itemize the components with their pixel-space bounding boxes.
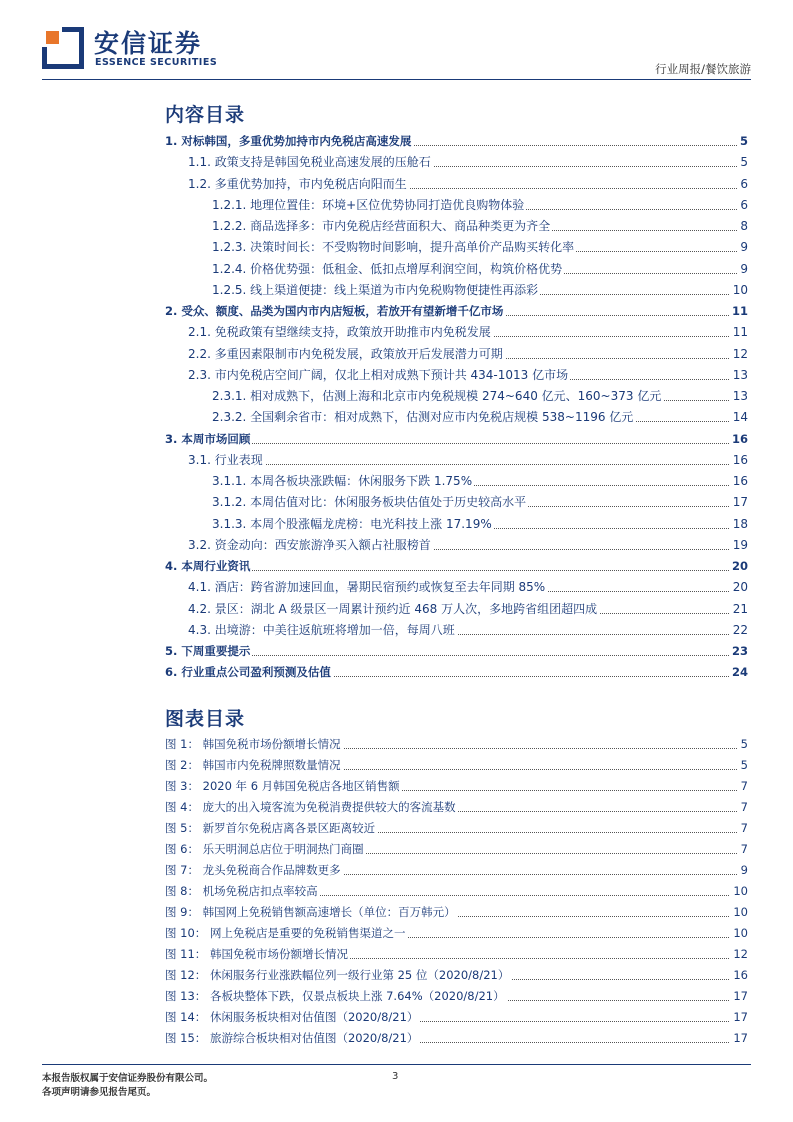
entry-page-number: 13 (730, 367, 748, 383)
entry-page-number: 16 (730, 473, 748, 489)
entry-label: 2. 受众、额度、品类为国内市内店短板，若放开有望新增千亿市场 (165, 304, 504, 318)
toc-entry[interactable] (0, 514, 793, 534)
entry-label: 图 13： 各板块整体下跌，仅景点板块上涨 7.64%（2020/8/21） (165, 989, 505, 1003)
entry-label: 6. 行业重点公司盈利预测及估值 (165, 665, 331, 680)
entry-label: 1.2.4. 价格优势强：低租金、低扣点增厚利润空间，构筑价格优势 (212, 261, 563, 276)
entry-page-number: 16 (730, 967, 748, 983)
entry-label: 图 10： 网上免税店是重要的免税销售渠道之一 (165, 926, 406, 940)
entry-label: 2.3.1. 相对成熟下，估测上海和北京市内免税规模 274~640 亿元、160~373 亿元 (212, 389, 662, 403)
entry-label: 图 15： 旅游综合板块相对估值图（2020/8/21） (165, 1031, 419, 1045)
toc-title: 内容目录 (165, 104, 246, 126)
entry-page-number: 12 (730, 946, 748, 962)
toc-entry[interactable] (0, 344, 793, 364)
toc-entry[interactable] (0, 152, 793, 172)
figure-entry[interactable] (0, 860, 793, 880)
entry-label: 3.1.1. 本周各板块涨跌幅：休闲服务下跌 1.75% (212, 474, 473, 488)
entry-page-number: 13 (730, 388, 748, 404)
toc-entry[interactable] (0, 280, 793, 300)
entry-label: 图 2： 韩国市内免税牌照数量情况 (165, 758, 341, 772)
toc-entry[interactable] (0, 662, 793, 682)
entry-page-number: 5 (738, 757, 748, 773)
entry-label: 图 14： 休闲服务板块相对估值图（2020/8/21） (165, 1010, 419, 1024)
entry-page-number: 5 (737, 133, 748, 149)
entry-label: 图 8： 机场免税店扣点率较高 (165, 884, 318, 898)
entry-label: 1.2. 多重优势加持，市内免税店向阳而生 (188, 176, 407, 191)
entry-page-number: 6 (737, 197, 748, 213)
page-number: 3 (392, 1071, 399, 1082)
entry-page-number: 16 (730, 452, 748, 468)
toc-entry[interactable] (0, 407, 793, 427)
entry-label: 4.1. 酒店：跨省游加速回血，暑期民宿预约或恢复至去年同期 85% (188, 580, 546, 595)
figure-entry[interactable] (0, 944, 793, 964)
entry-page-number: 23 (729, 643, 748, 659)
report-category: 行业周报/餐饮旅游 (655, 62, 751, 76)
entry-page-number: 11 (730, 324, 748, 340)
toc-entry[interactable] (0, 259, 793, 279)
entry-page-number: 24 (729, 664, 748, 680)
entry-label: 1.1. 政策支持是韩国免税业高速发展的压舱石 (188, 155, 431, 170)
entry-page-number: 21 (730, 601, 748, 617)
toc-entry[interactable] (0, 301, 793, 321)
toc-entry[interactable] (0, 620, 793, 640)
entry-page-number: 5 (737, 154, 748, 170)
dot-leader (188, 464, 741, 465)
entry-label: 1.2.3. 决策时间长：不受购物时间影响，提升高单价产品购买转化率 (212, 240, 575, 255)
entry-page-number: 16 (729, 431, 748, 447)
figure-entry[interactable] (0, 797, 793, 817)
toc-entry[interactable] (0, 556, 793, 576)
entry-label: 图 3： 2020 年 6 月韩国免税店各地区销售额 (165, 779, 400, 793)
entry-label: 1.2.1. 地理位置佳：环境+区位优势协同打造优良购物体验 (212, 197, 525, 212)
toc-entry[interactable] (0, 492, 793, 512)
entry-page-number: 7 (738, 799, 748, 815)
entry-label: 4.2. 景区：湖北 A 级景区一周累计预约近 468 万人次，多地跨省组团超四成 (188, 601, 598, 616)
toc-entry[interactable] (0, 365, 793, 385)
entry-label: 图 1： 韩国免税市场份额增长情况 (165, 737, 341, 751)
entry-label: 3.1. 行业表现 (188, 452, 263, 467)
entry-page-number: 10 (730, 883, 748, 899)
entry-label: 图 11： 韩国免税市场份额增长情况 (165, 947, 348, 961)
toc-entry[interactable] (0, 535, 793, 555)
figure-entry[interactable] (0, 965, 793, 985)
entry-page-number: 12 (730, 346, 748, 362)
entry-page-number: 14 (730, 409, 748, 425)
figure-entry[interactable] (0, 1007, 793, 1027)
figure-entry[interactable] (0, 881, 793, 901)
figure-entry[interactable] (0, 734, 793, 754)
figure-entry[interactable] (0, 755, 793, 775)
entry-page-number: 10 (730, 904, 748, 920)
figure-entry[interactable] (0, 986, 793, 1006)
entry-page-number: 7 (738, 841, 748, 857)
entry-page-number: 10 (730, 925, 748, 941)
entry-label: 3.2. 资金动向：西安旅游净买入额占社服榜首 (188, 537, 431, 552)
entry-page-number: 17 (730, 1009, 748, 1025)
entry-label: 1. 对标韩国，多重优势加持市内免税店高速发展 (165, 134, 412, 148)
toc-entry[interactable] (0, 450, 793, 470)
entry-page-number: 17 (730, 1030, 748, 1046)
disclaimer-notice: 各项声明请参见报告尾页。 (42, 1087, 157, 1098)
entry-page-number: 5 (738, 736, 748, 752)
entry-label: 2.1. 免税政策有望继续支持，政策放开助推市内免税发展 (188, 325, 491, 340)
footer-divider (42, 1064, 751, 1065)
entry-page-number: 7 (738, 820, 748, 836)
entry-label: 5. 下周重要提示 (165, 644, 251, 658)
entry-page-number: 7 (738, 778, 748, 794)
entry-label: 2.3.2. 全国剩余省市：相对成熟下，估测对应市内免税店规模 538~1196 亿元 (212, 410, 634, 425)
brand-name-en: ESSENCE SECURITIES (95, 57, 218, 68)
brand-name-cn: 安信证券 (94, 29, 203, 58)
figures-title: 图表目录 (165, 708, 246, 730)
essence-logo-icon (42, 27, 84, 69)
entry-label: 3.1.2. 本周估值对比：休闲服务板块估值处于历史较高水平 (212, 495, 527, 510)
toc-entry[interactable] (0, 641, 793, 661)
entry-page-number: 9 (738, 862, 748, 878)
entry-label: 3. 本周市场回顾 (165, 431, 251, 446)
entry-page-number: 17 (730, 988, 748, 1004)
entry-page-number: 6 (737, 176, 748, 192)
toc-entry[interactable] (0, 386, 793, 406)
toc-entry[interactable] (0, 471, 793, 491)
figure-entry[interactable] (0, 776, 793, 796)
entry-page-number: 18 (730, 516, 748, 532)
entry-label: 图 9： 韩国网上免税销售额高速增长（单位：百万韩元） (165, 905, 456, 919)
figure-entry[interactable] (0, 902, 793, 922)
entry-page-number: 11 (729, 303, 748, 319)
entry-label: 4. 本周行业资讯 (165, 559, 251, 573)
toc-entry[interactable] (0, 131, 793, 151)
entry-page-number: 17 (730, 494, 748, 510)
entry-page-number: 8 (737, 218, 748, 234)
toc-entry[interactable] (0, 174, 793, 194)
toc-entry[interactable] (0, 195, 793, 215)
entry-label: 4.3. 出境游：中美往返航班将增加一倍，每周八班 (188, 622, 455, 637)
entry-label: 图 12： 休闲服务行业涨跌幅位列一级行业第 25 位（2020/8/21） (165, 968, 510, 982)
toc-entry[interactable] (0, 599, 793, 619)
entry-label: 2.2. 多重因素限制市内免税发展，政策放开后发展潜力可期 (188, 346, 503, 361)
entry-page-number: 20 (729, 558, 748, 574)
toc-entry[interactable] (0, 429, 793, 449)
entry-page-number: 9 (737, 261, 748, 277)
figure-entry[interactable] (0, 923, 793, 943)
toc-entry[interactable] (0, 322, 793, 342)
entry-label: 图 7： 龙头免税商合作品牌数更多 (165, 863, 341, 877)
entry-page-number: 10 (730, 282, 748, 298)
toc-entry[interactable] (0, 237, 793, 257)
copyright-notice: 本报告版权属于安信证券股份有限公司。 (42, 1073, 214, 1084)
entry-label: 2.3. 市内免税店空间广阔，仅北上相对成熟下预计共 434-1013 亿市场 (188, 367, 569, 382)
figure-entry[interactable] (0, 1028, 793, 1048)
header-divider (42, 79, 751, 80)
entry-page-number: 19 (730, 537, 748, 553)
entry-page-number: 9 (737, 239, 748, 255)
toc-entry[interactable] (0, 577, 793, 597)
entry-label: 图 6： 乐天明洞总店位于明洞热门商圈 (165, 842, 364, 856)
toc-entry[interactable] (0, 216, 793, 236)
entry-label: 1.2.2. 商品选择多：市内免税店经营面积大、商品种类更为齐全 (212, 219, 551, 233)
entry-label: 3.1.3. 本周个股涨幅龙虎榜：电光科技上涨 17.19% (212, 516, 492, 531)
entry-page-number: 20 (730, 579, 748, 595)
entry-label: 图 5： 新罗首尔免税店离各景区距离较近 (165, 821, 376, 835)
entry-page-number: 22 (730, 622, 748, 638)
figure-entry[interactable] (0, 818, 793, 838)
figure-entry[interactable] (0, 839, 793, 859)
entry-label: 1.2.5. 线上渠道便捷：线上渠道为市内免税购物便捷性再添彩 (212, 282, 539, 297)
entry-label: 图 4： 庞大的出入境客流为免税消费提供较大的客流基数 (165, 800, 456, 814)
